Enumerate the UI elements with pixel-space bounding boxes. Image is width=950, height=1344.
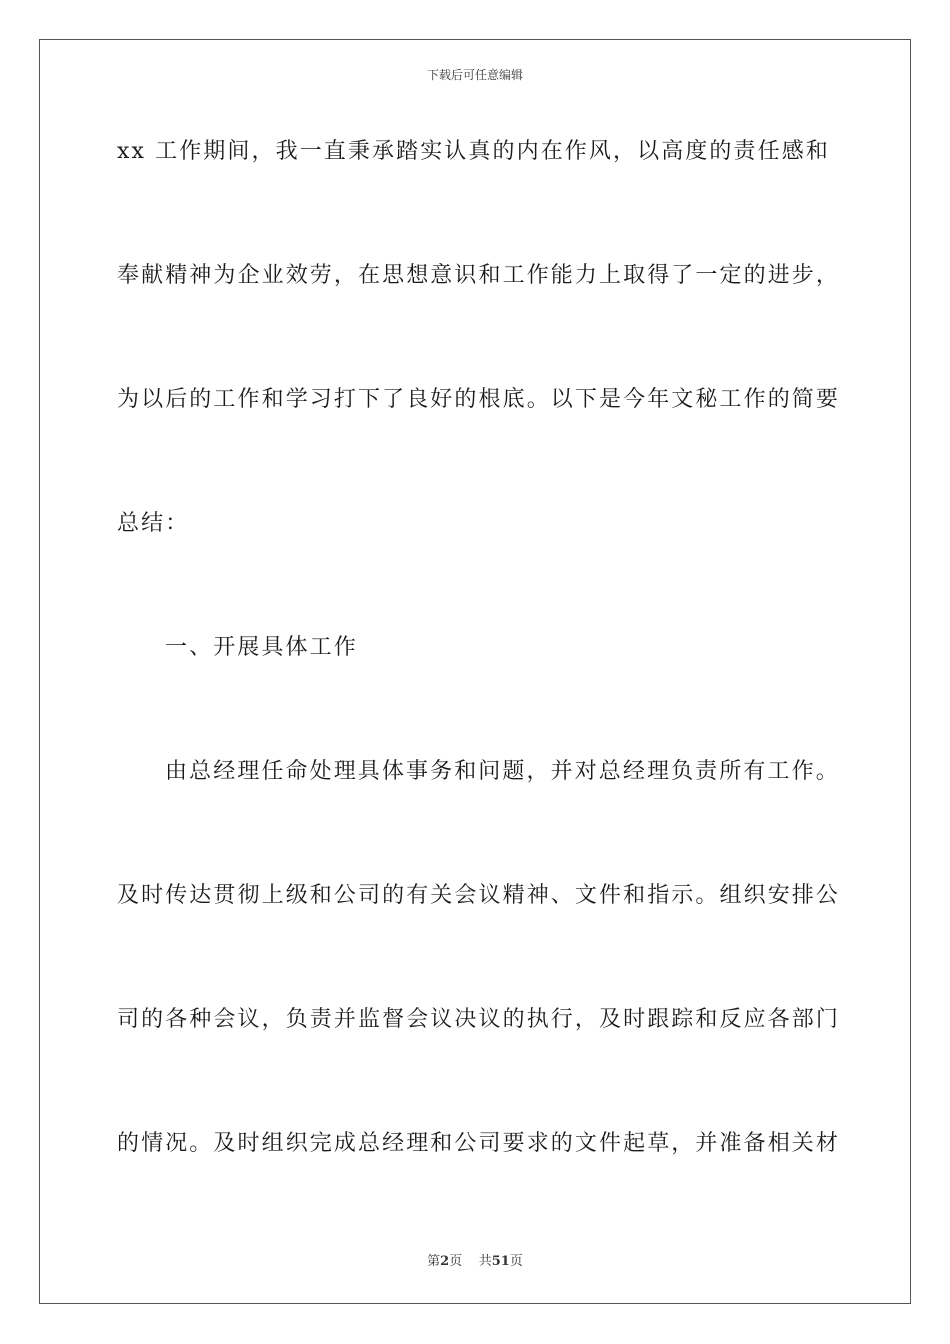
body-line-2: 奉献精神为企业效劳，在思想意识和工作能力上取得了一定的进步， (117, 263, 841, 288)
page-footer (0, 1250, 950, 1269)
body-line-6: 由总经理任命处理具体事务和问题，并对总经理负责所有工作。 (165, 759, 840, 784)
page-number: 2 (440, 1254, 450, 1269)
body-line-1: xx 工作期间，我一直秉承踏实认真的内在作风，以高度的责任感和 (117, 139, 830, 164)
footer-suffix: 页 (509, 1254, 523, 1269)
body-line-7: 及时传达贯彻上级和公司的有关会议精神、文件和指示。组织安排公 (117, 883, 841, 908)
footer-prefix: 第 (427, 1254, 441, 1269)
footer-mid: 页 共 (449, 1254, 492, 1269)
page-header: 下载后可任意编辑 (426, 68, 523, 82)
body-line-4: 总结： (117, 511, 190, 536)
section-heading: 一、开展具体工作 (165, 635, 358, 660)
total-pages: 51 (491, 1254, 510, 1269)
body-line-3: 为以后的工作和学习打下了良好的根底。以下是今年文秘工作的简要 (117, 387, 841, 412)
body-line-9: 的情况。及时组织完成总经理和公司要求的文件起草，并准备相关材 (117, 1131, 841, 1156)
body-line-8: 司的各种会议，负责并监督会议决议的执行，及时跟踪和反应各部门 (117, 1007, 841, 1032)
page-border (39, 39, 911, 1304)
